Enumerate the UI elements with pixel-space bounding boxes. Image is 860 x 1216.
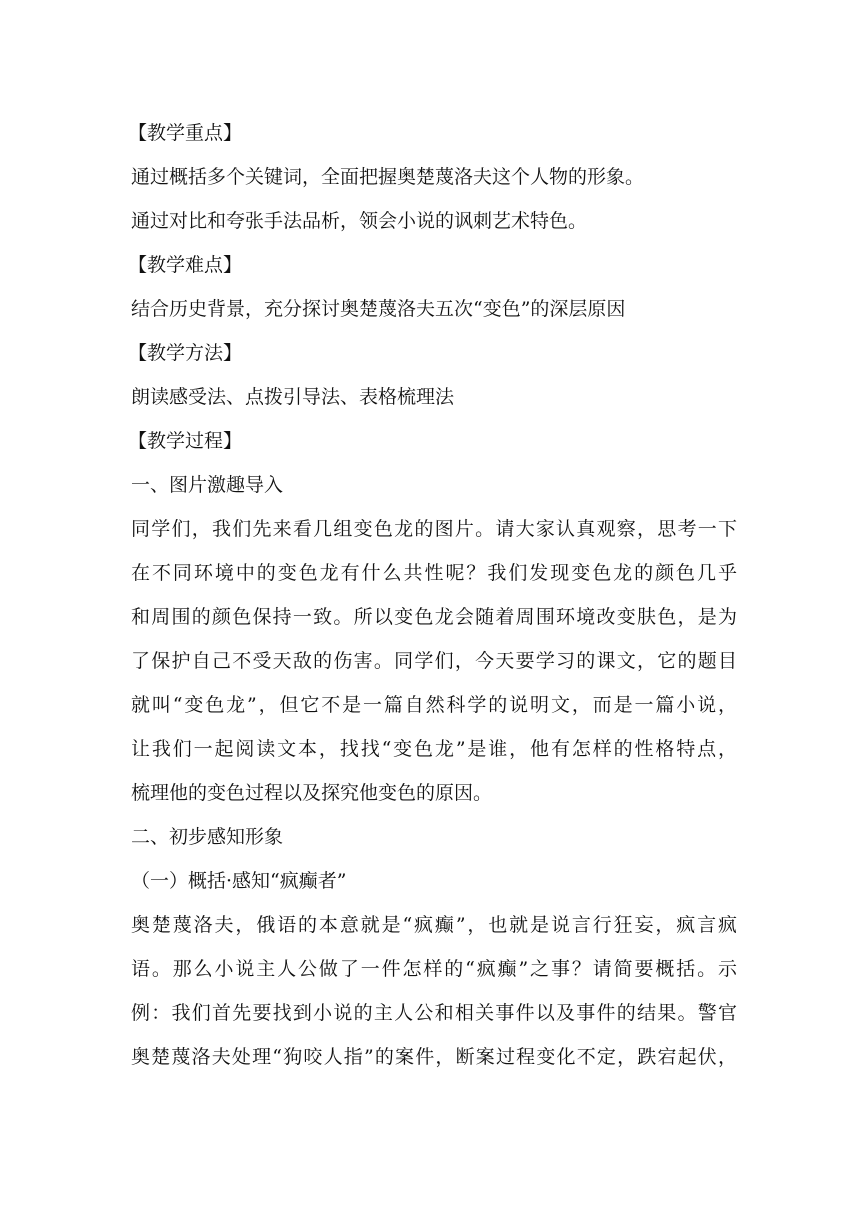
document-body <box>128 111 737 1079</box>
section-heading-intro: 一、图片激趣导入 <box>131 474 284 496</box>
paragraph-line: 在不同环境中的变色龙有什么共性呢？我们发现变色龙的颜色几乎 <box>131 562 737 584</box>
paragraph-line: 和周围的颜色保持一致。所以变色龙会随着周围环境改变肤色，是为 <box>131 606 737 628</box>
section-heading-perception: 二、初步感知形象 <box>131 826 284 848</box>
heading-teaching-focus: 【教学重点】 <box>128 122 243 144</box>
paragraph-line: 了保护自己不受天敌的伤害。同学们，今天要学习的课文，它的题目 <box>131 650 737 672</box>
paragraph-line: 朗读感受法、点拨引导法、表格梳理法 <box>131 386 455 408</box>
paragraph-line: 语。那么小说主人公做了一件怎样的“疯癫”之事？请简要概括。示 <box>131 958 737 980</box>
paragraph-line: 让我们一起阅读文本，找找“变色龙”是谁，他有怎样的性格特点， <box>131 738 737 760</box>
paragraph-line: 奥楚蔑洛夫处理“狗咬人指”的案件，断案过程变化不定，跌宕起伏， <box>131 1046 737 1068</box>
heading-teaching-difficulty: 【教学难点】 <box>128 254 243 276</box>
paragraph-line: 结合历史背景，充分探讨奥楚蔑洛夫五次“变色”的深层原因 <box>131 298 626 320</box>
heading-teaching-process: 【教学过程】 <box>128 430 243 452</box>
paragraph-line: 就叫“变色龙”，但它不是一篇自然科学的说明文，而是一篇小说， <box>131 694 737 716</box>
heading-teaching-method: 【教学方法】 <box>128 342 243 364</box>
paragraph-line: 例：我们首先要找到小说的主人公和相关事件以及事件的结果。警官 <box>131 1002 737 1024</box>
paragraph-line: 通过对比和夸张手法品析，领会小说的讽刺艺术特色。 <box>131 210 588 232</box>
subsection-heading: （一）概括·感知“疯癫者” <box>131 870 347 892</box>
paragraph-line: 同学们，我们先来看几组变色龙的图片。请大家认真观察，思考一下 <box>131 518 737 540</box>
paragraph-line: 奥楚蔑洛夫，俄语的本意就是“疯癫”，也就是说言行狂妄，疯言疯 <box>131 914 737 936</box>
paragraph-line: 梳理他的变色过程以及探究他变色的原因。 <box>131 782 493 804</box>
paragraph-line: 通过概括多个关键词，全面把握奥楚蔑洛夫这个人物的形象。 <box>131 166 645 188</box>
